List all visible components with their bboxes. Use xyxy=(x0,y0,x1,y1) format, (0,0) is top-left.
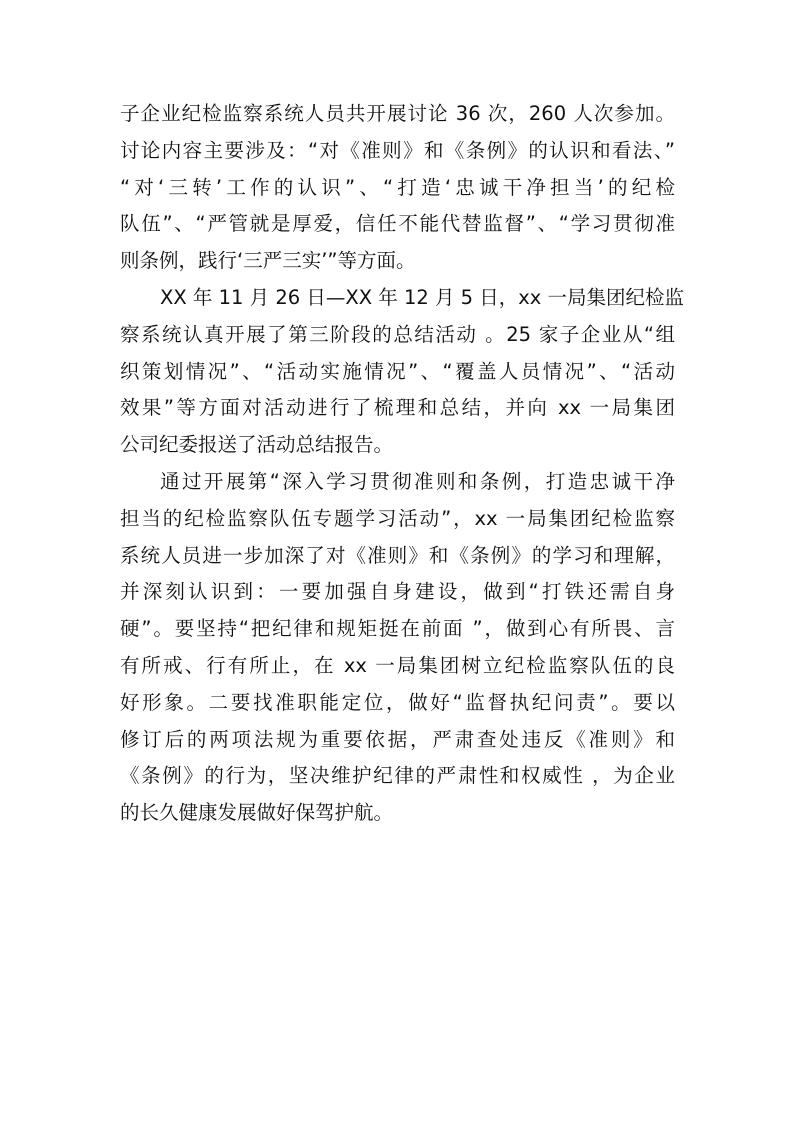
paragraph-3-line-9: 《条例》的行为，坚决维护纪律的严肃性和权威性 ，为企业 xyxy=(120,764,675,788)
paragraph-3-line-10: 的长久健康发展做好保驾护航。 xyxy=(120,801,394,825)
paragraph-1-line-5: 则条例，践行‘三严三实’”等方面。 xyxy=(120,249,416,273)
paragraph-3-line-7: 好形象。二要找准职能定位，做好“监督执纪问责”。要以 xyxy=(120,690,675,714)
paragraph-1-line-2: 讨论内容主要涉及：“对《准则》和《条例》的认识和看法、” xyxy=(120,138,675,162)
paragraph-1-line-1: 子企业纪检监察系统人员共开展讨论 36 次，260 人次参加。 xyxy=(120,102,675,125)
paragraph-2-line-1: XX 年 11 月 26 日—XX 年 12 月 5 日，xx 一局集团纪检监 xyxy=(160,285,685,309)
paragraph-3-line-8: 修订后的两项法规为重要依据，严肃查处违反《准则》和 xyxy=(120,727,675,751)
document-body xyxy=(120,96,685,832)
paragraph-2-line-5: 公司纪委报送了活动总结报告。 xyxy=(120,433,394,457)
paragraph-3-line-1: 通过开展第“深入学习贯彻准则和条例，打造忠诚干净 xyxy=(160,469,675,493)
paragraph-1-line-3: “对‘三转’工作的认识”、“打造‘忠诚干净担当’的纪检 xyxy=(120,175,675,199)
paragraph-3-line-2: 担当的纪检监察队伍专题学习活动”，xx 一局集团纪检监察 xyxy=(120,506,675,530)
paragraph-2-line-2: 察系统认真开展了第三阶段的总结活动 。25 家子企业从“组 xyxy=(120,322,675,346)
paragraph-3-line-6: 有所戒、行有所止，在 xx 一局集团树立纪检监察队伍的良 xyxy=(120,653,675,677)
paragraph-2-line-4: 效果”等方面对活动进行了梳理和总结，并向 xx 一局集团 xyxy=(120,396,675,420)
paragraph-3-line-4: 并深刻认识到：一要加强自身建设，做到“打铁还需自身 xyxy=(120,580,675,604)
paragraph-3-line-3: 系统人员进一步加深了对《准则》和《条例》的学习和理解， xyxy=(120,543,675,567)
paragraph-1-line-4: 队伍”、“严管就是厚爱，信任不能代替监督”、“学习贯彻准 xyxy=(120,212,675,236)
paragraph-3-line-5: 硬”。要坚持“把纪律和规矩挺在前面 ”，做到心有所畏、言 xyxy=(120,617,675,641)
paragraph-2-line-3: 织策划情况”、“活动实施情况”、“覆盖人员情况”、“活动 xyxy=(120,359,675,383)
